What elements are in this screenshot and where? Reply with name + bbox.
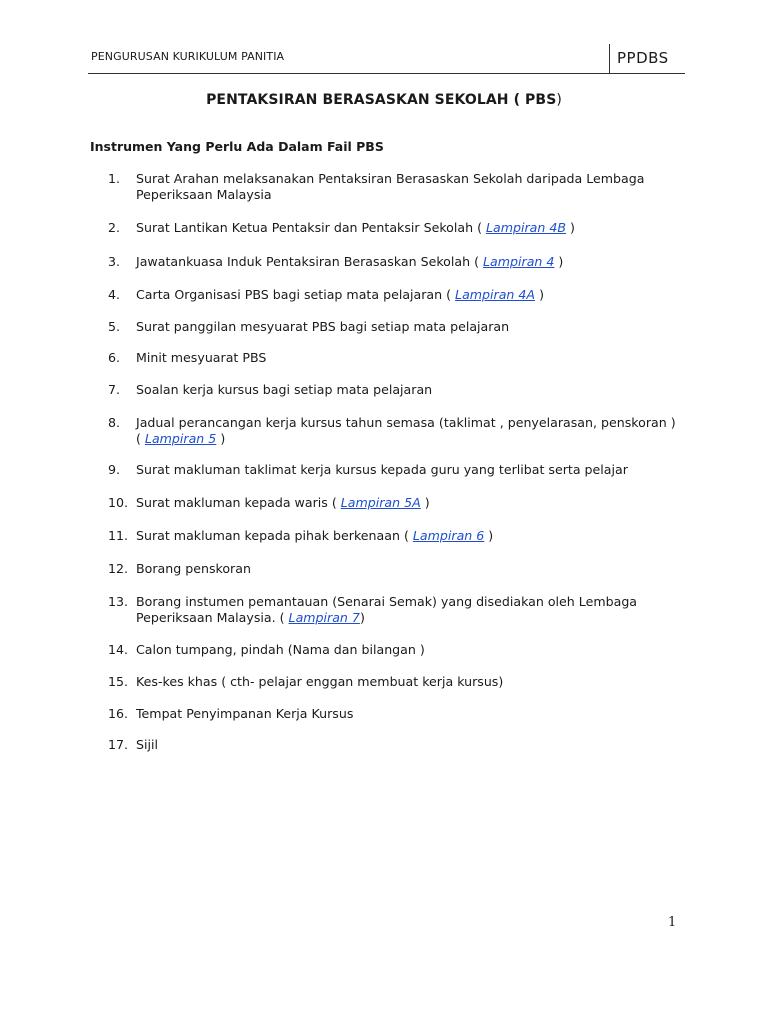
list-item-number: 9. [108,462,121,477]
list-item-text [136,171,676,203]
line2-after: ) [359,610,365,625]
list-item-text: Calon tumpang, pindah (Nama dan bilangan ) [136,642,425,657]
list-item-number: 15. [108,674,129,689]
list-item-line1: Carta Organisasi PBS bagi setiap mata pelajaran ( [136,287,456,302]
list-item-text [136,528,676,544]
list-item-number: 16. [108,706,129,721]
lampiran-5-link[interactable]: Lampiran 5 [144,431,217,446]
header-right-text: PPDBS [617,49,669,67]
list-item-number: 14. [108,642,129,657]
list-item-text [136,594,676,626]
list-item-text: Surat panggilan mesyuarat PBS bagi setiap mata pelajaran [136,319,510,334]
lampiran-7-link[interactable]: Lampiran 7 [288,610,360,625]
list-item-text [136,220,676,236]
list-item-line2: Peperiksaan Malaysia [136,187,272,202]
list-item-text [136,495,676,511]
page-number: 1 [668,915,677,930]
line2-pre: Peperiksaan Malaysia. ( [136,610,289,625]
list-item-number: 10. [108,495,129,510]
header-left-text: PENGURUSAN KURIKULUM PANITIA [91,50,285,63]
line2-after: ) [216,431,226,446]
list-item-number: 7. [108,382,121,397]
list-item-line1: Surat Arahan melaksanakan Pentaksiran Berasaskan Sekolah daripada Lembaga [136,171,645,186]
list-item-text [136,415,676,447]
list-item-number: 3. [108,254,121,269]
list-item-number: 12. [108,561,129,576]
list-item-text [136,287,676,303]
list-item-text: Surat makluman taklimat kerja kursus kepada guru yang terlibat serta pelajar [136,462,628,477]
list-item-after: ) [554,254,564,269]
list-item-number: 17. [108,737,129,752]
list-item-text [136,254,676,270]
line2-pre: ( [136,431,145,446]
list-item-text: Sijil [136,737,158,752]
list-item-number: 1. [108,171,121,186]
list-item-line1: Surat Lantikan Ketua Pentaksir dan Pentaksir Sekolah ( [136,220,486,235]
list-item-number: 5. [108,319,121,334]
list-item-number: 2. [108,220,121,235]
lampiran-4b-link[interactable]: Lampiran 4B [486,220,567,235]
list-item-line2 [136,610,676,626]
header-separator [609,44,610,73]
list-item-text: Kes-kes khas ( cth- pelajar enggan membuat kerja kursus) [136,674,504,689]
section-heading: Instrumen Yang Perlu Ada Dalam Fail PBS [90,139,384,154]
list-item-line1: Surat makluman kepada pihak berkenaan ( [136,528,413,543]
list-item-text: Minit mesyuarat PBS [136,350,267,365]
title-main: PENTAKSIRAN BERASASKAN SEKOLAH ( PBS [206,92,557,108]
list-item-number: 13. [108,594,129,609]
list-item-number: 11. [108,528,129,543]
list-item-number: 6. [108,350,121,365]
page-header [88,44,685,74]
list-item-text: Borang penskoran [136,561,251,576]
list-item-line1: Jawatankuasa Induk Pentaksiran Berasaskan Sekolah ( [136,254,484,269]
title-tail: ) [556,92,562,108]
list-item-text: Soalan kerja kursus bagi setiap mata pelajaran [136,382,433,397]
lampiran-5a-link[interactable]: Lampiran 5A [340,495,421,510]
list-item-after: ) [566,220,575,235]
lampiran-6-link[interactable]: Lampiran 6 [412,528,485,543]
list-item-line1: Borang instumen pemantauan (Senarai Semak) yang disediakan oleh Lembaga [136,594,638,609]
list-item-text: Tempat Penyimpanan Kerja Kursus [136,706,354,721]
list-item-line1: Jadual perancangan kerja kursus tahun semasa (taklimat , penyelarasan, penskoran ) [136,415,676,430]
list-item-line2 [136,431,676,447]
lampiran-4-link[interactable]: Lampiran 4 [483,254,555,269]
list-item-after: ) [535,287,544,302]
list-item-line1: Surat makluman kepada waris ( [136,495,341,510]
list-item-number: 4. [108,287,121,302]
list-item-after: ) [484,528,494,543]
document-title [0,92,768,108]
lampiran-4a-link[interactable]: Lampiran 4A [455,287,536,302]
list-item-number: 8. [108,415,121,430]
list-item-after: ) [420,495,430,510]
